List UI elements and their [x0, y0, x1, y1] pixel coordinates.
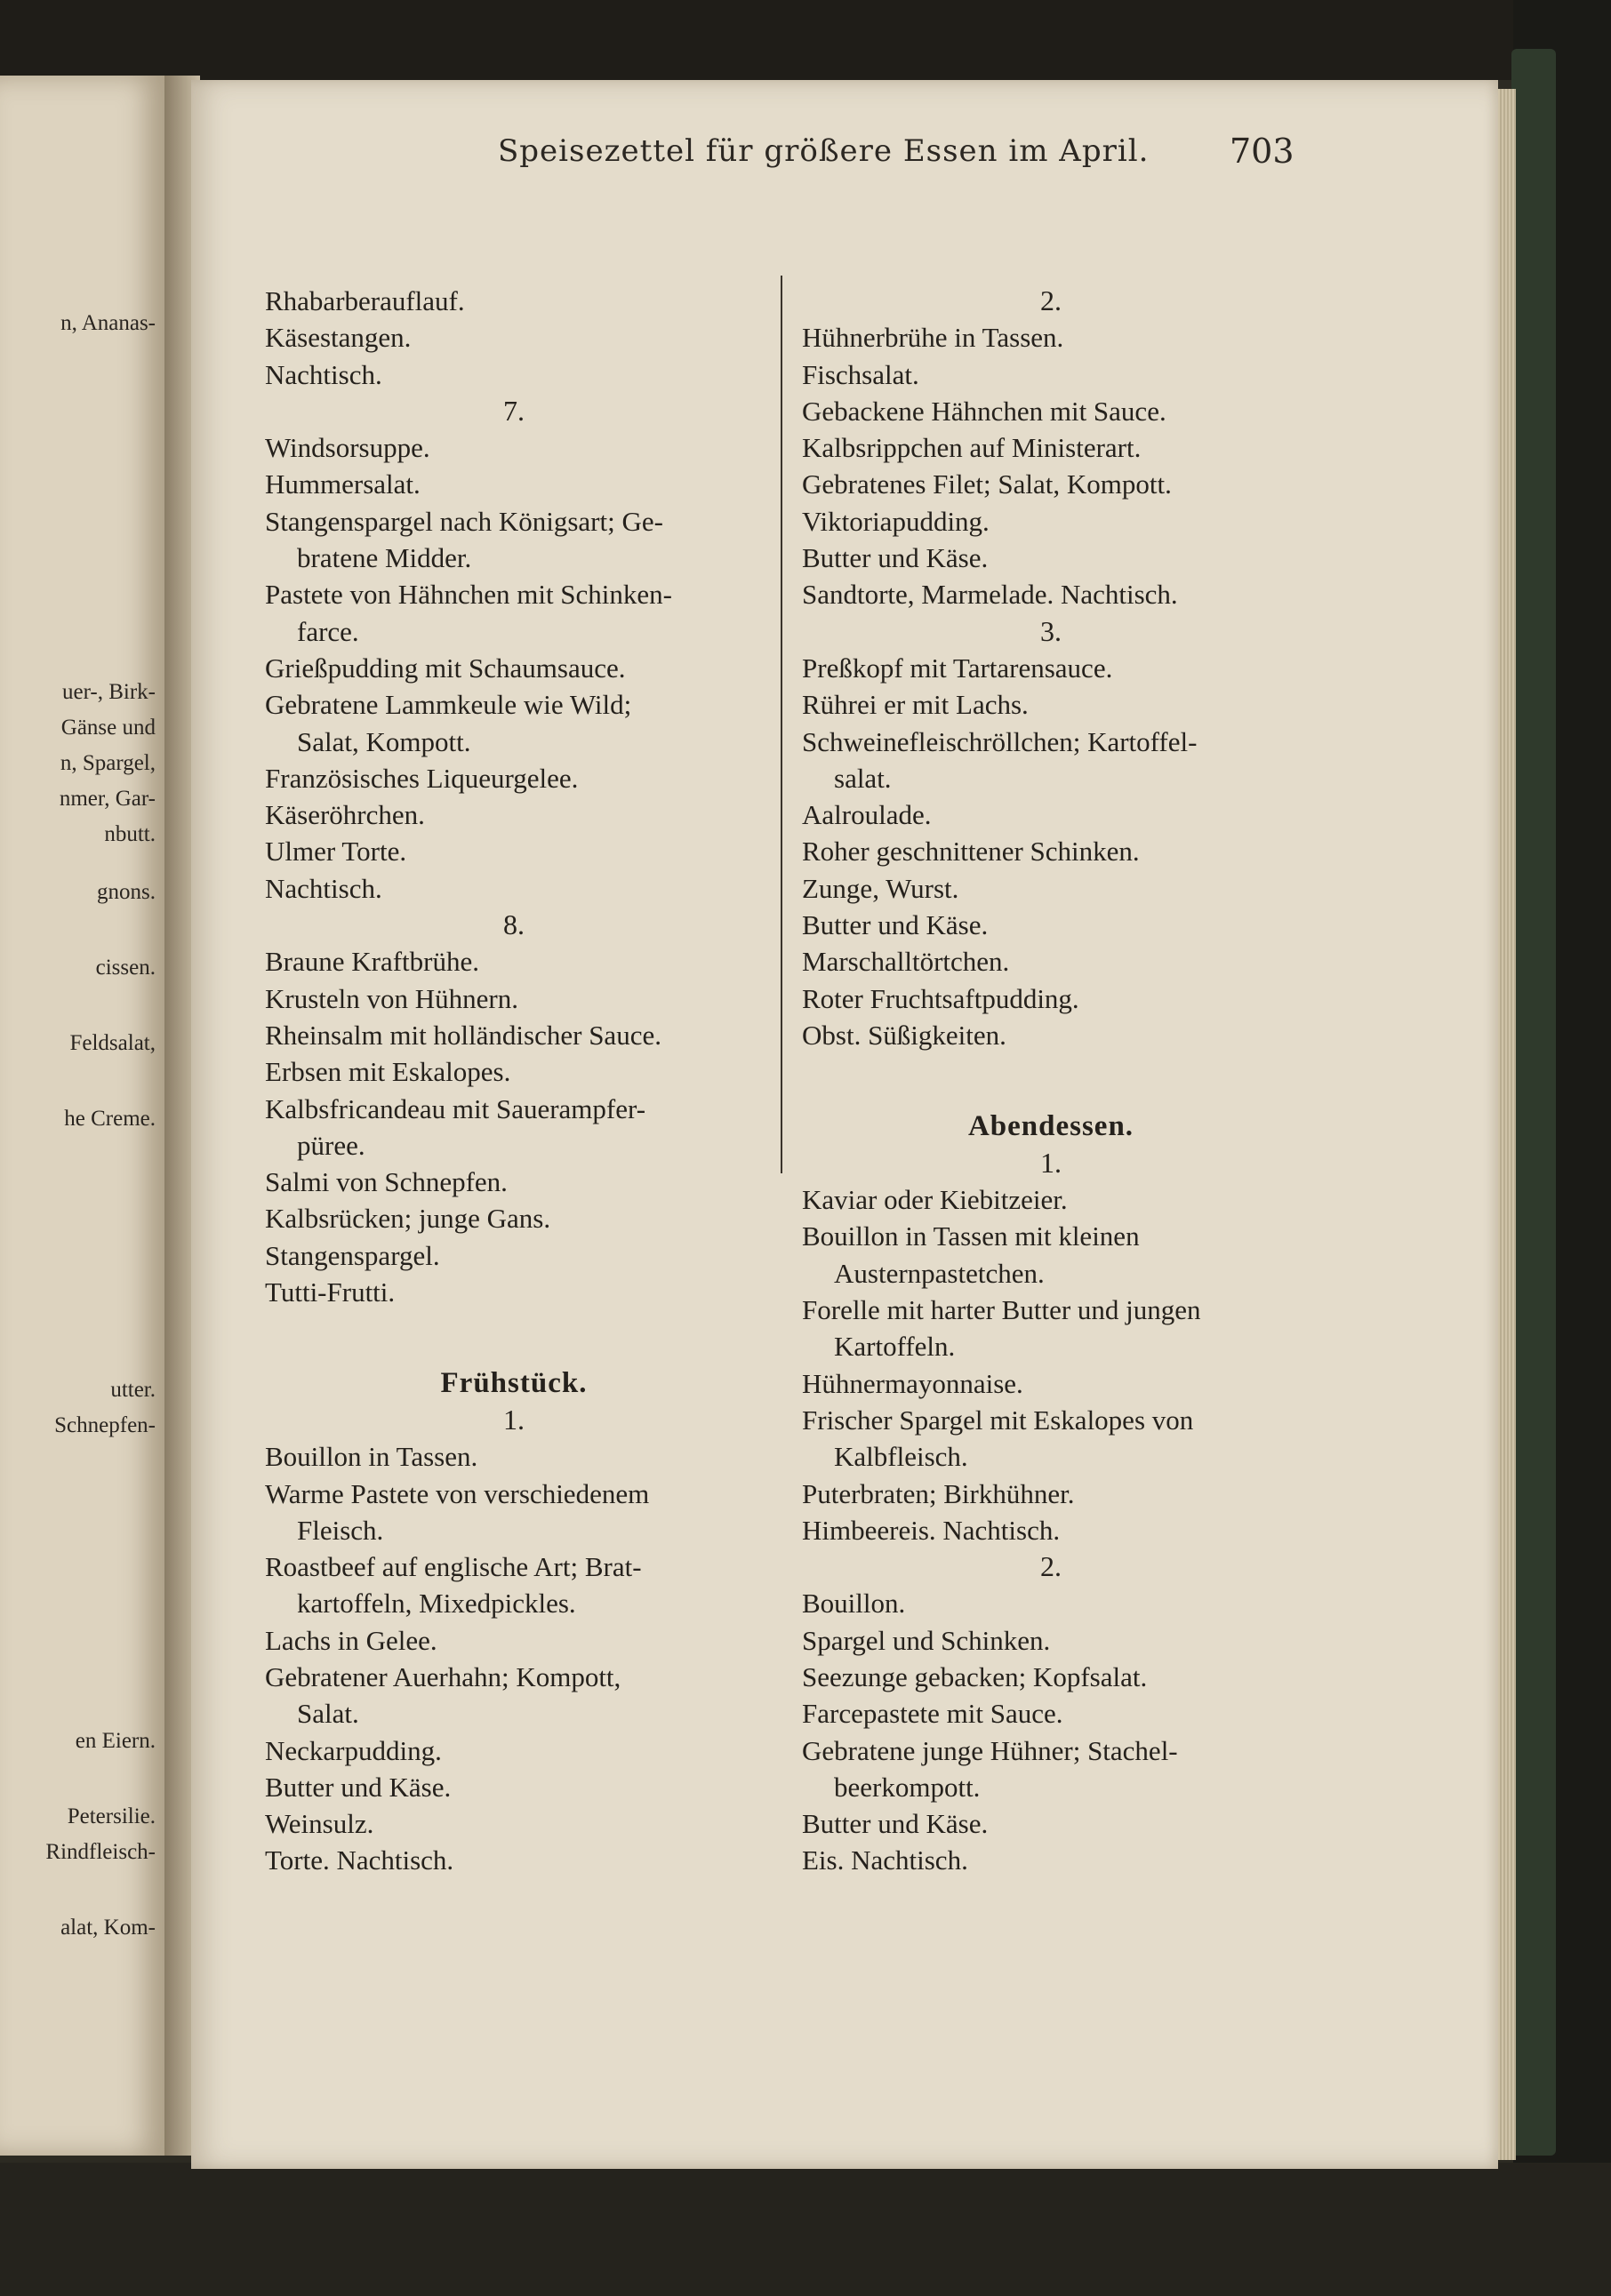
fragment-line: utter.: [110, 1378, 156, 1402]
menu-line: Torte. Nachtisch.: [265, 1844, 454, 1876]
menu-line: Himbeereis. Nachtisch.: [802, 1514, 1061, 1546]
menu-line: Salat.: [297, 1698, 359, 1730]
menu-line: Käsestangen.: [265, 322, 412, 354]
fragment-line: Gänse und: [60, 716, 156, 740]
menu-line: Gebackene Hähnchen mit Sauce.: [802, 395, 1166, 427]
fragment-line: Schnepfen-: [54, 1413, 156, 1437]
menu-line: Gebratene junge Hühner; Stachel-: [802, 1734, 1178, 1766]
menu-line: Sandtorte, Marmelade. Nachtisch.: [802, 579, 1178, 611]
page-number: 703: [1230, 132, 1294, 171]
menu-line: Käseröhrchen.: [265, 799, 425, 831]
menu-line: Erbsen mit Eskalopes.: [265, 1056, 511, 1088]
fragment-line: Petersilie.: [67, 1804, 156, 1828]
fragment-line: Feldsalat,: [69, 1031, 156, 1055]
fragment-line: n, Ananas-: [60, 311, 156, 335]
menu-line: Windsorsuppe.: [265, 432, 430, 464]
left-column: [265, 283, 763, 1879]
menu-line: farce.: [297, 615, 359, 647]
book-cover-edge: [1511, 49, 1556, 2156]
menu-line: Nachtisch.: [265, 358, 382, 390]
menu-line: Rührei er mit Lachs.: [802, 689, 1029, 721]
menu-line: beerkompott.: [834, 1771, 981, 1803]
menu-line: püree.: [297, 1129, 365, 1161]
menu-line: Weinsulz.: [265, 1808, 374, 1840]
column-divider: [781, 276, 782, 1173]
menu-line: Gebratene Lammkeule wie Wild;: [265, 689, 632, 721]
menu-line: Kalbfleisch.: [834, 1441, 968, 1473]
running-title: Speisezettel für größere Essen im April.: [498, 133, 1150, 169]
menu-line: Fleisch.: [297, 1514, 384, 1546]
menu-line: Französisches Liqueurgelee.: [265, 762, 579, 794]
fragment-line: nmer, Gar-: [59, 787, 156, 811]
menu-line: Neckarpudding.: [265, 1734, 442, 1766]
menu-line: Puterbraten; Birkhühner.: [802, 1477, 1075, 1509]
menu-line: Butter und Käse.: [802, 1808, 989, 1840]
menu-line: Salmi von Schnepfen.: [265, 1166, 508, 1198]
menu-line: Obst. Süßigkeiten.: [802, 1019, 1006, 1051]
menu-line: Austernpastetchen.: [834, 1257, 1045, 1289]
fragment-line: he Creme.: [64, 1107, 156, 1131]
menu-line: Hühnerbrühe in Tassen.: [802, 322, 1064, 354]
menu-line: Rhabarberauflauf.: [265, 285, 465, 316]
menu-line: Schweinefleischröllchen; Kartoffel-: [802, 725, 1198, 757]
menu-line: Butter und Käse.: [802, 909, 989, 941]
fragment-line: gnons.: [97, 880, 156, 904]
menu-line: Nachtisch.: [265, 872, 382, 904]
menu-line: Viktoriapudding.: [802, 505, 990, 537]
previous-page: [0, 76, 164, 2156]
menu-line: Roher geschnittener Schinken.: [802, 836, 1140, 868]
menu-line: Kartoffeln.: [834, 1331, 956, 1363]
menu-number: 2.: [1040, 284, 1062, 316]
section-heading-breakfast: Frühstück.: [440, 1366, 588, 1399]
fragment-line: uer-, Birk-: [61, 680, 156, 704]
menu-line: Fischsalat.: [802, 358, 919, 390]
menu-line: salat.: [834, 762, 892, 794]
menu-line: Preßkopf mit Tartarensauce.: [802, 652, 1113, 684]
menu-number: 7.: [503, 394, 525, 427]
fragment-line: nbutt.: [104, 822, 156, 846]
menu-line: Eis. Nachtisch.: [802, 1844, 968, 1876]
menu-line: Butter und Käse.: [802, 542, 989, 574]
page-edges: [1498, 89, 1516, 2160]
fragment-line: en Eiern.: [75, 1729, 156, 1753]
menu-line: Krusteln von Hühnern.: [265, 982, 518, 1014]
menu-line: bratene Midder.: [297, 542, 472, 574]
menu-line: kartoffeln, Mixedpickles.: [297, 1588, 576, 1620]
menu-line: Frischer Spargel mit Eskalopes von: [802, 1404, 1194, 1436]
menu-line: Grießpudding mit Schaumsauce.: [265, 652, 626, 684]
menu-line: Stangenspargel nach Königsart; Ge-: [265, 505, 663, 537]
menu-line: Seezunge gebacken; Kopfsalat.: [802, 1660, 1148, 1692]
menu-number: 8.: [503, 908, 525, 941]
menu-line: Tutti-Frutti.: [265, 1276, 396, 1308]
menu-line: Braune Kraftbrühe.: [265, 946, 480, 978]
menu-number: 1.: [1040, 1146, 1062, 1179]
menu-line: Hühnermayonnaise.: [802, 1367, 1023, 1399]
menu-line: Warme Pastete von verschiedenem: [265, 1477, 650, 1509]
menu-line: Bouillon.: [802, 1588, 906, 1620]
right-column: [802, 283, 1300, 1879]
menu-line: Salat, Kompott.: [297, 725, 471, 757]
menu-line: Marschalltörtchen.: [802, 946, 1010, 978]
menu-line: Stangenspargel.: [265, 1239, 440, 1271]
menu-line: Kaviar oder Kiebitzeier.: [802, 1184, 1068, 1216]
menu-line: Kalbsrippchen auf Ministerart.: [802, 432, 1142, 464]
background-top: [0, 0, 1611, 80]
menu-number: 3.: [1040, 614, 1062, 647]
menu-line: Roter Fruchtsaftpudding.: [802, 982, 1079, 1014]
menu-line: Ulmer Torte.: [265, 836, 407, 868]
menu-line: Gebratenes Filet; Salat, Kompott.: [802, 468, 1172, 500]
fragment-line: n, Spargel,: [60, 751, 156, 775]
menu-line: Bouillon in Tassen.: [265, 1441, 478, 1473]
menu-line: Butter und Käse.: [265, 1771, 452, 1803]
menu-line: Rheinsalm mit holländischer Sauce.: [265, 1019, 661, 1051]
fragment-line: Rindfleisch-: [45, 1840, 156, 1864]
menu-number: 1.: [503, 1403, 525, 1436]
section-heading-dinner: Abendessen.: [967, 1109, 1134, 1142]
menu-line: Kalbsrücken; junge Gans.: [265, 1203, 551, 1235]
menu-line: Pastete von Hähnchen mit Schinken-: [265, 579, 673, 611]
menu-line: Bouillon in Tassen mit kleinen: [802, 1220, 1140, 1252]
fragment-line: cissen.: [95, 956, 156, 980]
menu-line: Farcepastete mit Sauce.: [802, 1698, 1063, 1730]
menu-line: Gebratener Auerhahn; Kompott,: [265, 1660, 621, 1692]
page-header: [191, 124, 1498, 178]
menu-line: Forelle mit harter Butter und jungen: [802, 1294, 1201, 1326]
fragment-line: alat, Kom-: [60, 1916, 156, 1940]
menu-number: 2.: [1040, 1550, 1062, 1583]
background-bottom: [0, 2163, 1611, 2296]
menu-line: Spargel und Schinken.: [802, 1624, 1051, 1656]
menu-line: Kalbsfricandeau mit Sauerampfer-: [265, 1092, 646, 1124]
menu-line: Hummersalat.: [265, 468, 421, 500]
menu-line: Lachs in Gelee.: [265, 1624, 437, 1656]
menu-line: Roastbeef auf englische Art; Brat-: [265, 1551, 642, 1583]
menu-line: Aalroulade.: [802, 799, 932, 831]
menu-line: Zunge, Wurst.: [802, 872, 959, 904]
